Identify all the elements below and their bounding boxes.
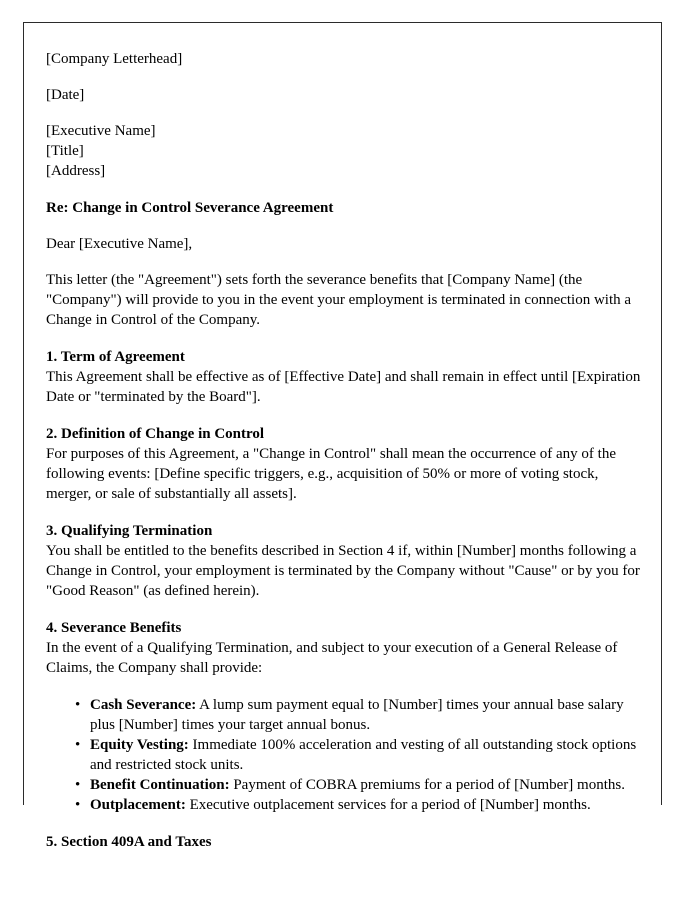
benefit-term: Benefit Continuation: <box>90 777 230 793</box>
intro-paragraph: This letter (the "Agreement") sets forth the severance benefits that [Company Name] (the "Company") will provide to you in the event your employment is terminated in connection with a Change in Control of the Company. <box>46 272 632 328</box>
severance-benefits-list <box>46 695 641 815</box>
list-item <box>46 795 641 815</box>
section-2 <box>46 424 641 504</box>
list-item <box>46 775 641 795</box>
recipient-address: [Address] <box>46 163 106 179</box>
section-3-heading: 3. Qualifying Termination <box>46 523 213 539</box>
section-1-text: This Agreement shall be effective as of [Effective Date] and shall remain in effect until [Expiration Date or "terminated by the Board"]. <box>46 369 641 405</box>
section-2-heading: 2. Definition of Change in Control <box>46 426 265 442</box>
benefit-description: Immediate 100% acceleration and vesting of all outstanding stock options and restricted stock units. <box>90 737 637 773</box>
recipient-title: [Title] <box>46 143 84 159</box>
salutation: Dear [Executive Name], <box>46 236 193 252</box>
recipient-name: [Executive Name] <box>46 123 156 139</box>
document-page <box>23 22 662 850</box>
section-5-heading: 5. Section 409A and Taxes <box>46 834 212 850</box>
section-1-heading: 1. Term of Agreement <box>46 349 185 365</box>
benefit-term: Cash Severance: <box>90 697 197 713</box>
recipient-address-block <box>46 121 641 181</box>
document-body <box>46 49 641 852</box>
benefit-description: Payment of COBRA premiums for a period of [Number] months. <box>229 777 625 793</box>
benefit-term: Equity Vesting: <box>90 737 189 753</box>
section-4-text: In the event of a Qualifying Termination, and subject to your execution of a General Release of Claims, the Company shall provide: <box>46 640 618 676</box>
benefit-description: A lump sum payment equal to [Number] times your annual base salary plus [Number] times your target annual bonus. <box>90 697 624 733</box>
subject-line: Re: Change in Control Severance Agreement <box>46 200 334 216</box>
section-4-heading: 4. Severance Benefits <box>46 620 182 636</box>
list-item <box>46 735 641 775</box>
company-letterhead: [Company Letterhead] <box>46 51 183 67</box>
letter-date: [Date] <box>46 87 85 103</box>
section-3 <box>46 521 641 601</box>
section-1 <box>46 347 641 407</box>
section-4 <box>46 618 641 678</box>
list-item <box>46 695 641 735</box>
section-3-text: You shall be entitled to the benefits described in Section 4 if, within [Number] months following a Change in Control, your employment is terminated by the Company without "Cause" or by you for "Good Reason" (as defined herein). <box>46 543 640 599</box>
section-2-text: For purposes of this Agreement, a "Change in Control" shall mean the occurrence of any of the following events: [Define specific triggers, e.g., acquisition of 50% or more of voting stock, merger, or sale of substantially all assets]. <box>46 446 617 502</box>
benefit-description: Executive outplacement services for a period of [Number] months. <box>185 797 591 813</box>
benefit-term: Outplacement: <box>90 797 186 813</box>
